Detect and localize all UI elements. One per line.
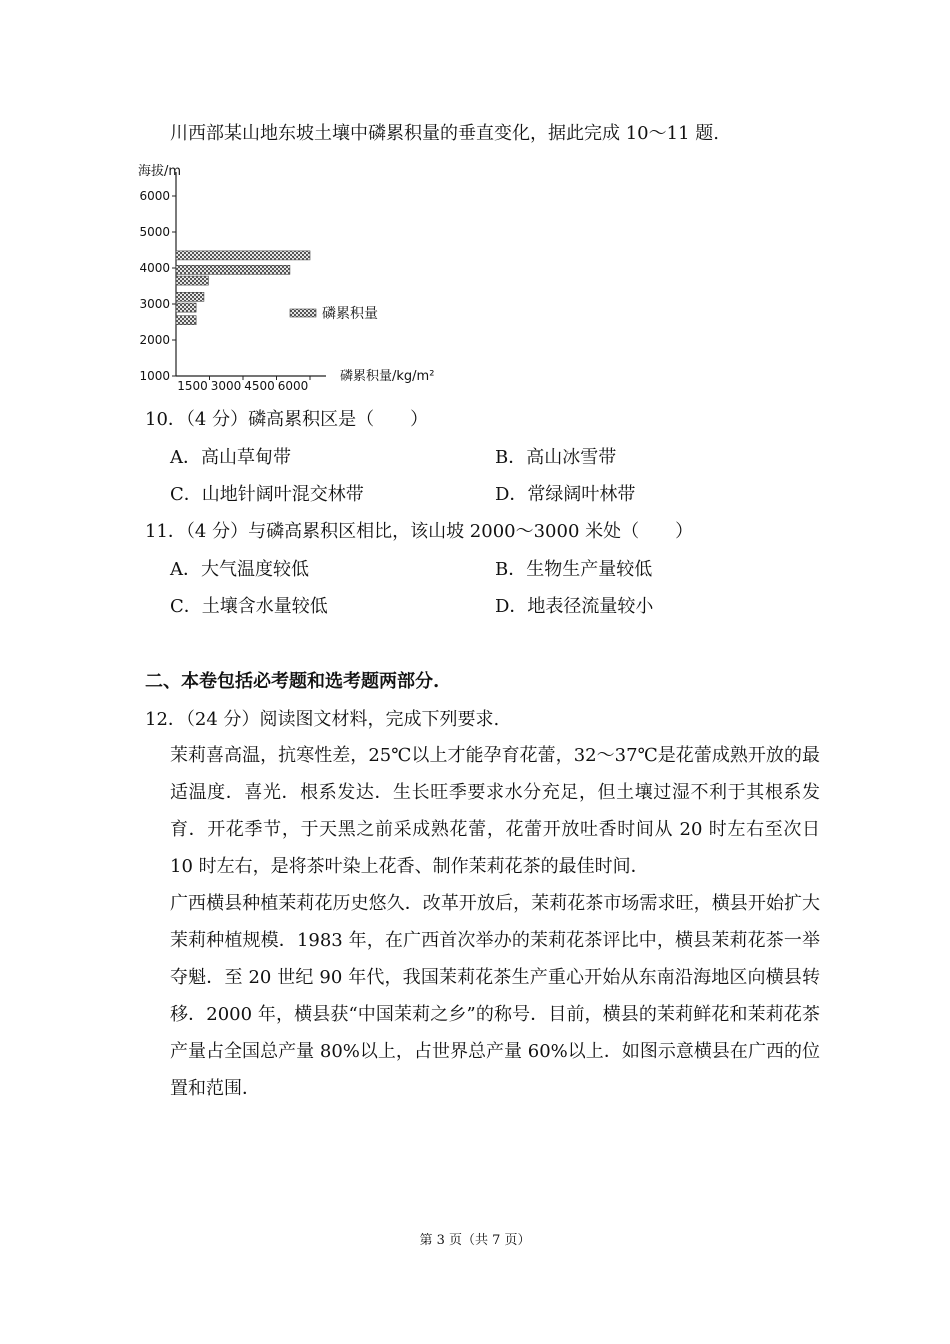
- x-tick-label: 3000: [210, 379, 242, 390]
- y-tick-label: 1000: [139, 369, 170, 383]
- intro-text: 川西部某山地东坡土壤中磷累积量的垂直变化，据此完成 10～11 题.: [170, 123, 719, 144]
- q11-option-d[interactable]: D．地表径流量较小: [495, 596, 654, 617]
- y-tick-label: 6000: [139, 189, 170, 203]
- q11-option-c[interactable]: C．土壤含水量较低: [170, 596, 328, 617]
- x-tick-label: 6000: [277, 379, 309, 390]
- q10-option-d[interactable]: D．常绿阔叶林带: [495, 484, 636, 505]
- y-tick-label: 2000: [139, 333, 170, 347]
- bar: [176, 292, 204, 301]
- bar: [176, 265, 290, 274]
- q10-option-b[interactable]: B．高山冰雪带: [495, 447, 617, 468]
- y-axis-title: 海拔/m: [138, 164, 182, 179]
- question-12-stem: 12．（24 分）阅读图文材料，完成下列要求.: [145, 709, 500, 730]
- y-tick-label: 3000: [139, 297, 170, 311]
- y-tick-label: 4000: [139, 261, 170, 275]
- question-11-stem: 11．（4 分）与磷高累积区相比，该山坡 2000～3000 米处（ ）: [145, 521, 694, 542]
- q10-option-a[interactable]: A．高山草甸带: [170, 447, 291, 468]
- q11-option-a[interactable]: A．大气温度较低: [170, 559, 309, 580]
- question-10-stem: 10．（4 分）磷高累积区是（ ）: [145, 409, 429, 430]
- legend-swatch: [290, 309, 316, 317]
- x-axis-title: 磷累积量/kg/m²: [340, 369, 435, 384]
- q12-paragraph-2: 广西横县种植茉莉花历史悠久．改革开放后，茉莉花茶市场需求旺，横县开始扩大茉莉种植规模．1983 年，在广西首次举办的茉莉花茶评比中，横县茉莉花茶一举夺魁．至 20 世纪 90 年代，我国茉莉花茶生产重心开始从东南沿海地区向横县转移．2000 年，横县获“中国茉莉之乡”的称号．目前，横县的茉莉鲜花和茉莉花茶产量占全国总产量 80%以上，占世界总产量 60%以上．如图示意横县在广西的位置和范围．: [170, 893, 820, 1099]
- phosphorus-chart: [130, 158, 470, 390]
- x-tick-label: 4500: [244, 379, 275, 390]
- x-tick-label: 1500: [177, 379, 208, 390]
- bar: [176, 303, 196, 312]
- y-tick-label: 5000: [139, 225, 170, 239]
- bar: [176, 316, 196, 325]
- legend-label: 磷累积量: [322, 306, 378, 322]
- q10-option-c[interactable]: C．山地针阔叶混交林带: [170, 484, 364, 505]
- q11-option-b[interactable]: B．生物生产量较低: [495, 559, 653, 580]
- q12-paragraph-1: 茉莉喜高温，抗寒性差，25℃以上才能孕育花蕾，32～37℃是花蕾成熟开放的最适温度．喜光．根系发达．生长旺季要求水分充足，但土壤过湿不利于其根系发育．开花季节，于天黑之前采成熟花蕾，花蕾开放吐香时间从 20 时左右至次日 10 时左右，是将茶叶染上花香、制作茉莉花茶的最佳时间．: [170, 745, 820, 877]
- page-footer: 第 3 页（共 7 页）: [419, 1233, 531, 1248]
- bar: [176, 251, 310, 260]
- bar: [176, 276, 208, 285]
- section-2-heading: 二、本卷包括必考题和选考题两部分.: [145, 671, 440, 692]
